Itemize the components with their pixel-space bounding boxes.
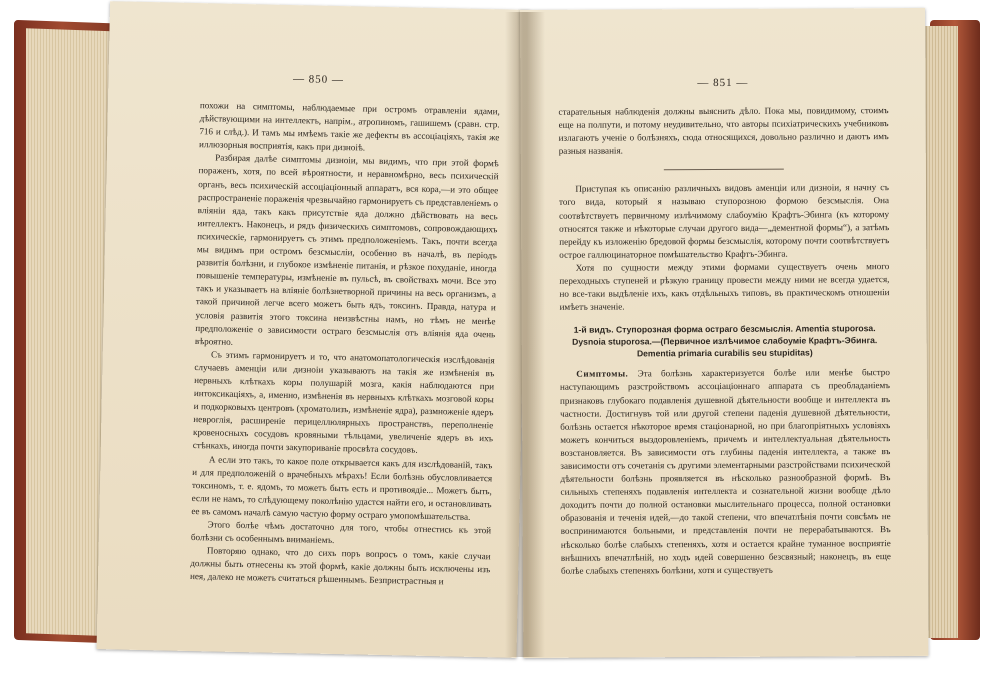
paragraph: Этого болѣе чѣмъ достаточно для того, чтобы отнестись къ этой болѣзни съ особеннымъ вниманіемъ. <box>190 519 492 546</box>
paragraph: Приступая къ описанію различныхъ видовъ аменціи или дизноіи, я начну съ того вида, который я называю ступорозною формою безсмыслія. Она соотвѣтствуетъ первичному излѣчимому слабоумію Крафтъ-Эбинга (къ которому относятся также и нѣкоторые случаи другого вида—„дементной формы“), а затѣмъ перейду къ изложенію бредовой формы безсмыслія, которому почти соотвѣтствуетъ острое галлюцинаторное помѣшательство Крафтъ-Эбинга. <box>558 182 890 260</box>
paragraph: А если это такъ, то какое поле открывается какъ для изслѣдованій, такъ и для предположеній о врачебныхъ мѣрахъ! Если болѣзнь обусловливается токсиномъ, т. е. ядомъ, то можетъ быть есть и противоядіе... Можетъ быть, если не намъ, то слѣдующему поколѣнію удастся найти его, и остановливать ее въ самомъ началѣ самую частую форму остраго умопомѣшательства. <box>191 453 493 522</box>
paragraph-body: Эта болѣзнь характеризуется болѣе или менѣе быстро наступающимъ разстройствомъ ассоціаціоннаго аппарата съ преобладаніемъ признаковъ глубокаго подавленія душевной дѣятельности вообще и интеллекта въ частности. Достигнувъ той или другой степени паденія душевной дѣятельности, болѣзнь остается нѣкоторое время стаціонарной, но при благопріятныхъ условіяхъ можетъ кончиться выздоровленіемъ, причемъ и интеллектуальная дѣятельность возстановляется. Въ зависимости отъ глубины паденія интеллекта, а также въ зависимости отъ сочетанія съ другими элементарными разстройствами психической дѣятельности болѣзнь проявляется въ нѣсколько разнообразной формѣ. Въ сильныхъ степеняхъ подавленія интеллекта и сознательной жизни вообще дѣло доходитъ почти до полной остановки мыслительнаго процесса, полной остановки образованія и теченія идей,—до такой степени, что впечатлѣнія почти совсѣмъ не воспринимаются больными, и представленія почти не перерабатываются. Въ нѣсколько болѣе слабыхъ степеняхъ, хотя и остается крайне туманное восприятіе внѣшнихъ впечатлѣній, но ходъ идей совершенно безсвязный; наконецъ, въ еще болѣе слабыхъ степеняхъ болѣзни, хотя и существуетъ <box>559 367 891 576</box>
paragraph: старательныя наблюденія должны выяснить дѣло. Пока мы, повидимому, стоимъ еще на полпути, и потому неудивительно, что авторы психіатрическихъ учебниковъ излагаютъ ученіе о болѣзняхъ, сюда относящихся, довольно различно и даютъ имъ разныя названія. <box>558 105 889 157</box>
left-page <box>97 1 530 658</box>
left-page-text <box>190 99 500 590</box>
paragraph: Хотя по сущности между этими формами существуетъ очень много переходныхъ ступеней и рѣзкую границу провести между ними не всегда удается, но все-таки выдѣленіе ихъ, какъ отдѣльныхъ типовъ, въ практическомъ отношеніи имѣетъ значеніе. <box>559 261 890 313</box>
right-page-number: — 851 — <box>697 76 749 90</box>
paragraph <box>560 366 891 577</box>
section-divider <box>664 169 784 171</box>
paragraph: Разбирая далѣе симптомы дизноіи, мы видимъ, что при этой формѣ пораженъ, хотя, по всей вѣроятности, и неравномѣрно, весь психическій органъ, весь психическій ассоціаціонный аппаратъ, вся кора,—и это общее распространеніе пораженія чрезвычайно гармонируетъ съ представленіемъ о вліяніи яда, такъ какъ присутствіе яда должно дѣйствовать на весь интеллектъ. Наконецъ, и рядъ физическихъ симптомовъ, сопровождающихъ психическіе, гармонируетъ съ этимъ предположеніемъ. Такъ, почти всегда мы видимъ при остромъ безсмысліи, особенно въ началѣ, въ періодъ развитія болѣзни, и глубокое измѣненіе питанія, и рѣзкое похуданіе, иногда повышеніе температуры, измѣненіе въ пульсѣ, въ свойствахъ мочи. Все это такъ и указываетъ на вліяніе болѣзнетворной причины на весь организмъ, а такой причиной легче всего можетъ быть ядъ, токсинъ. Правда, натура и условія развитія этого токсина неизвѣстны намъ, но тѣмъ не менѣе предположеніе о зависимости остраго безсмыслія отъ вліянія яда очень вѣроятно. <box>194 152 499 347</box>
paragraph: Съ этимъ гармонируетъ и то, что анатомопатологическія изслѣдованія случаевъ аменціи или дизноіи указываютъ на такія же измѣненія въ нервныхъ клѣткахъ коры полушарій мозга, какія наблюдаются при интоксикаціяхъ, а, именно, измѣненія въ нервныхъ клѣткахъ мозговой коры и подкорковыхъ центровъ (хроматолизъ, измѣненіе ядра), размноженіе ядеръ невроглія, расширеніе перицеллюлярныхъ пространствъ, переполненіе кровеносныхъ сосудовъ кровяными тѣльцами, увеличеніе ядеръ въ ихъ стѣнкахъ, иногда почти закупориваніе просвѣта сосудовъ. <box>192 349 495 456</box>
left-page-number: — 850 — <box>292 73 345 87</box>
paragraph: Повторяю однако, что до сихъ поръ вопросъ о томъ, какіе случаи должны быть отнесены къ этой формѣ, какіе должны быть исключены изъ нея, далеко не можетъ считаться рѣшеннымъ. Безпристрастныя и <box>189 545 491 587</box>
section-heading: 1-й видъ. Ступорозная форма остраго безсмыслія. Amentia stuporosa. Dysnoia stuporosa.—(Первичное излѣчимое слабоуміе Крафтъ-Эбинга. Dementia primaria curabilis seu stupiditas) <box>572 323 878 359</box>
lead-term: Симптомы. <box>576 368 629 380</box>
right-page-text <box>559 104 891 578</box>
paragraph: похожи на симптомы, наблюдаемые при остромъ отравленіи ядами, дѣйствующими на интеллектъ, напрім., атропиномъ, гашишемъ (сравн. стр. 716 и слѣд.). И тамъ мы имѣемъ такіе же дефекты въ ассоціаціяхъ, такія же иллюзорныя восприятія, какъ при дизноіѣ. <box>199 100 500 153</box>
right-page <box>520 8 928 658</box>
